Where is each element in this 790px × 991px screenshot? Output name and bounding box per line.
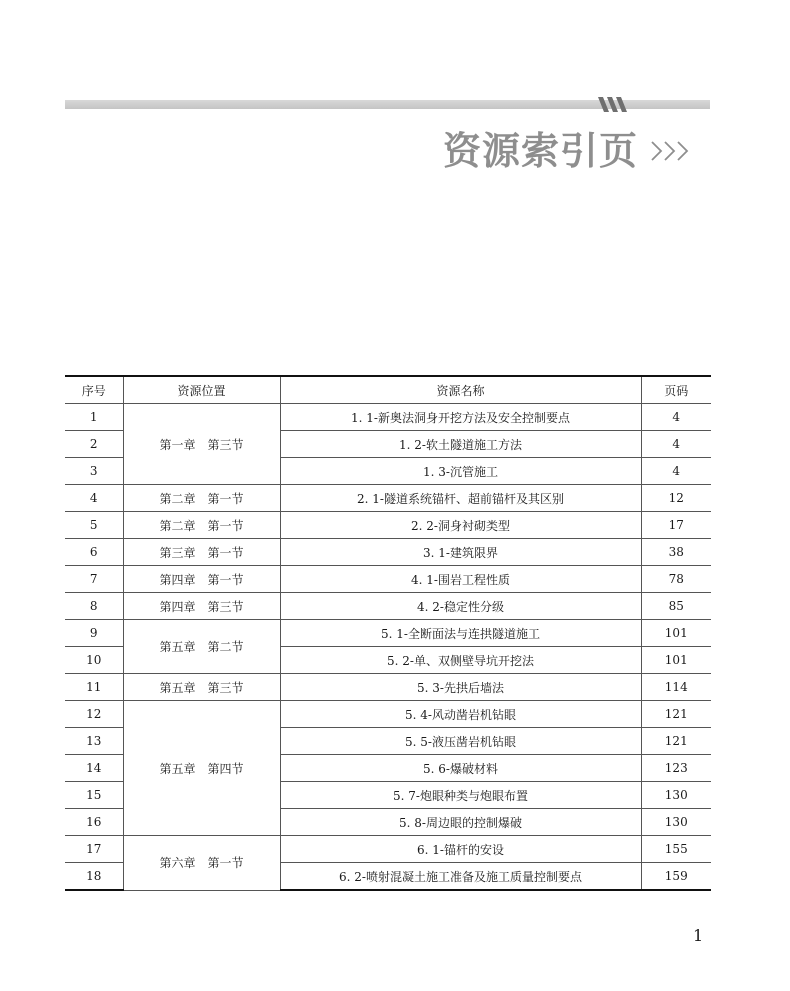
row-resource-name: 5. 3-先拱后墙法: [280, 674, 641, 701]
row-resource-name: 4. 1-围岩工程性质: [280, 566, 641, 593]
row-location: 第五章 第二节: [123, 620, 280, 674]
row-no: 17: [65, 836, 123, 863]
row-location: 第一章 第三节: [123, 404, 280, 485]
row-location: 第二章 第一节: [123, 512, 280, 539]
row-page: 101: [641, 620, 711, 647]
row-page: 121: [641, 728, 711, 755]
row-page: 159: [641, 863, 711, 891]
row-resource-name: 3. 1-建筑限界: [280, 539, 641, 566]
row-page: 4: [641, 458, 711, 485]
row-location: 第六章 第一节: [123, 836, 280, 891]
header-page: 页码: [641, 376, 711, 404]
row-page: 123: [641, 755, 711, 782]
row-page: 4: [641, 404, 711, 431]
row-location: 第五章 第三节: [123, 674, 280, 701]
header-name: 资源名称: [280, 376, 641, 404]
row-resource-name: 4. 2-稳定性分级: [280, 593, 641, 620]
row-no: 14: [65, 755, 123, 782]
row-resource-name: 1. 1-新奥法洞身开挖方法及安全控制要点: [280, 404, 641, 431]
table-row: [65, 539, 711, 566]
row-location: 第四章 第三节: [123, 593, 280, 620]
row-location: 第五章 第四节: [123, 701, 280, 836]
table-row: [65, 404, 711, 431]
table-row: [65, 593, 711, 620]
row-no: 16: [65, 809, 123, 836]
row-resource-name: 5. 6-爆破材料: [280, 755, 641, 782]
resource-index-table: [65, 375, 711, 891]
row-no: 11: [65, 674, 123, 701]
chevron-right-icon: [650, 139, 692, 163]
row-page: 130: [641, 809, 711, 836]
row-page: 114: [641, 674, 711, 701]
table-row: [65, 566, 711, 593]
row-resource-name: 5. 5-液压凿岩机钻眼: [280, 728, 641, 755]
row-page: 121: [641, 701, 711, 728]
row-no: 13: [65, 728, 123, 755]
row-page: 17: [641, 512, 711, 539]
page-header: [443, 127, 692, 175]
row-resource-name: 5. 1-全断面法与连拱隧道施工: [280, 620, 641, 647]
row-page: 4: [641, 431, 711, 458]
table-row: [65, 701, 711, 728]
band-stripes-decoration: [598, 97, 630, 112]
row-no: 9: [65, 620, 123, 647]
row-page: 12: [641, 485, 711, 512]
row-location: 第三章 第一节: [123, 539, 280, 566]
row-page: 130: [641, 782, 711, 809]
table-row: [65, 836, 711, 863]
row-resource-name: 5. 2-单、双侧壁导坑开挖法: [280, 647, 641, 674]
header-location: 资源位置: [123, 376, 280, 404]
row-page: 101: [641, 647, 711, 674]
row-no: 18: [65, 863, 123, 891]
row-resource-name: 5. 8-周边眼的控制爆破: [280, 809, 641, 836]
row-resource-name: 1. 2-软土隧道施工方法: [280, 431, 641, 458]
table-row: [65, 512, 711, 539]
row-no: 3: [65, 458, 123, 485]
row-resource-name: 5. 7-炮眼种类与炮眼布置: [280, 782, 641, 809]
header-no: 序号: [65, 376, 123, 404]
table-row: [65, 485, 711, 512]
table-row: [65, 674, 711, 701]
row-resource-name: 6. 1-锚杆的安设: [280, 836, 641, 863]
row-page: 155: [641, 836, 711, 863]
row-resource-name: 2. 2-洞身衬砌类型: [280, 512, 641, 539]
row-page: 78: [641, 566, 711, 593]
row-resource-name: 6. 2-喷射混凝土施工准备及施工质量控制要点: [280, 863, 641, 891]
page-title: 资源索引页: [443, 129, 639, 173]
row-resource-name: 1. 3-沉管施工: [280, 458, 641, 485]
row-no: 5: [65, 512, 123, 539]
page-number: 1: [693, 926, 704, 945]
row-no: 6: [65, 539, 123, 566]
table-header-row: [65, 376, 711, 404]
row-resource-name: 5. 4-风动凿岩机钻眼: [280, 701, 641, 728]
row-no: 2: [65, 431, 123, 458]
row-no: 10: [65, 647, 123, 674]
row-no: 1: [65, 404, 123, 431]
row-resource-name: 2. 1-隧道系统锚杆、超前锚杆及其区别: [280, 485, 641, 512]
table-row: [65, 620, 711, 647]
row-page: 85: [641, 593, 711, 620]
row-no: 15: [65, 782, 123, 809]
row-location: 第二章 第一节: [123, 485, 280, 512]
row-page: 38: [641, 539, 711, 566]
row-no: 7: [65, 566, 123, 593]
row-no: 12: [65, 701, 123, 728]
row-location: 第四章 第一节: [123, 566, 280, 593]
row-no: 4: [65, 485, 123, 512]
row-no: 8: [65, 593, 123, 620]
